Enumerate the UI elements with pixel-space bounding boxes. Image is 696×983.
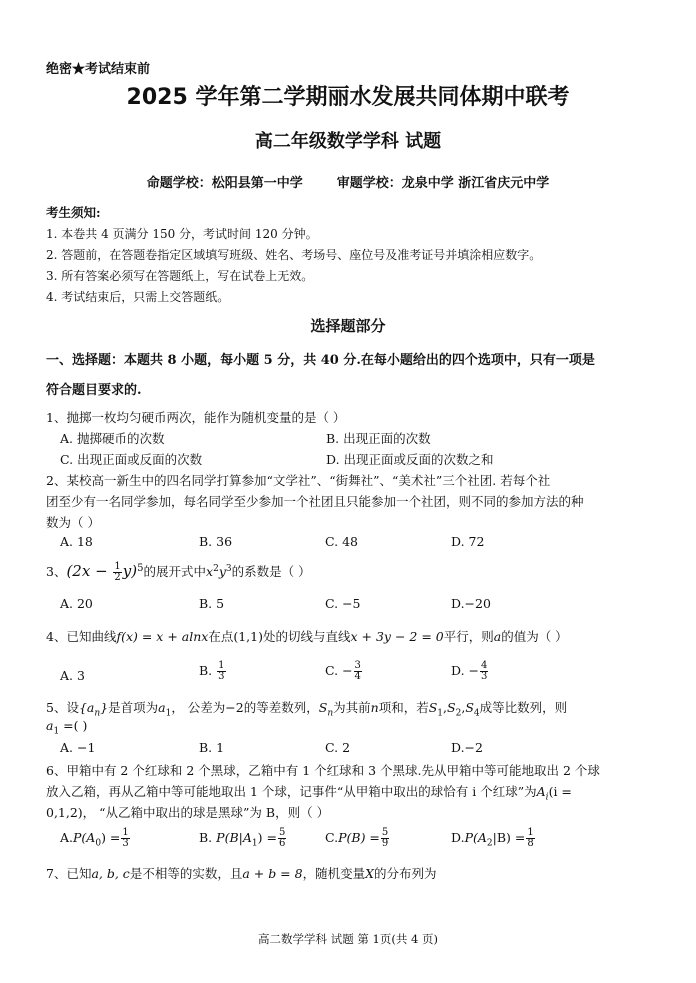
question-2-option-b: B. 36 <box>199 534 233 549</box>
question-6-stem: 6、甲箱中有 2 个红球和 2 个黑球，乙箱中有 1 个红球和 3 个黑球.先从甲箱中等可能地取出 2 个球 <box>46 763 600 778</box>
fraction-denominator: 2 <box>114 572 121 583</box>
question-2-stem-cont: 数为（ ） <box>46 515 100 530</box>
question-4-var-a: a <box>493 629 502 644</box>
question-3-option-b: B. 5 <box>199 596 225 611</box>
question-5-option-a: A. −1 <box>60 740 96 755</box>
fraction-denominator: 3 <box>481 671 488 682</box>
question-6-option-c <box>325 828 390 849</box>
fraction-denominator: 3 <box>122 838 129 849</box>
question-3-exp-x: 2 <box>213 563 219 574</box>
notice-item: 4. 考试结束后，只需上交答题纸。 <box>46 290 230 304</box>
question-1-option-c: C. 出现正面或反面的次数 <box>60 452 203 467</box>
question-3-exp-y: 3 <box>225 563 232 574</box>
option-expr: P(B|A <box>216 830 252 845</box>
question-5-text: 的等差数列， <box>243 700 319 715</box>
question-4-text-end: 的值为（ ） <box>501 629 568 644</box>
question-5-stem-cont <box>46 718 87 737</box>
fraction-denominator: 3 <box>218 671 225 682</box>
question-7-text: 7、已知 <box>46 866 92 881</box>
question-4-option-c <box>325 661 363 682</box>
option-fraction <box>381 828 389 849</box>
option-label: D. − <box>451 663 479 678</box>
question-5-s4: S <box>465 700 474 715</box>
option-expr: P(B) = <box>338 830 380 845</box>
question-6-option-b <box>199 828 287 849</box>
part-instructions: 一、选择题：本题共 8 小题，每小题 5 分，共 40 分.在每小题给出的四个选项中，只有一项是 <box>46 353 595 368</box>
question-4-line: x + 3y − 2 = 0 <box>350 629 444 644</box>
question-5-a1: a <box>46 718 54 733</box>
option-fraction <box>121 828 129 849</box>
question-3-term-x: x <box>206 564 214 579</box>
notice-item: 3. 所有答案必须写在答题纸上，写在试卷上无效。 <box>46 269 314 283</box>
question-5-diff: −2 <box>225 700 244 715</box>
question-5-text: 项和，若 <box>378 700 429 715</box>
question-2-option-d: D. 72 <box>451 534 485 549</box>
question-3-text-end: 的系数是（ ） <box>231 564 311 579</box>
question-7-random-variable: X <box>365 866 374 881</box>
fraction-numerator: 5 <box>381 827 389 838</box>
question-6-option-d <box>451 828 536 849</box>
option-expr: P(A <box>464 830 487 845</box>
question-4-option-b <box>199 661 227 682</box>
fraction-numerator: 1 <box>527 827 534 838</box>
page-footer: 高二数学学科 试题 第 1页(共 4 页) <box>258 932 438 946</box>
option-fraction <box>217 661 225 682</box>
question-3-expr-close: y) <box>122 562 138 580</box>
question-5-text-end: 成等比数列，则 <box>479 700 568 715</box>
question-1-option-a: A. 抛掷硬币的次数 <box>60 431 165 446</box>
fraction-denominator: 8 <box>527 838 534 849</box>
option-label: C. − <box>325 663 353 678</box>
question-4-function: f(x) = x + alnx <box>116 629 209 644</box>
question-5-option-d: D.−2 <box>451 740 483 755</box>
confidential-label: 绝密★考试结束前 <box>46 62 151 77</box>
question-5-a1-sub: 1 <box>53 726 60 737</box>
fraction-numerator: 1 <box>114 561 121 572</box>
option-expr-close: ) = <box>101 830 121 845</box>
fraction-numerator: 4 <box>481 660 488 671</box>
question-3-option-a: A. 20 <box>60 596 93 611</box>
question-7-text: 是不相等的实数，且 <box>129 866 243 881</box>
school-info <box>0 172 696 191</box>
exam-title <box>0 80 696 111</box>
question-5-s2: S <box>447 700 456 715</box>
question-5-n: n <box>370 700 379 715</box>
fraction-numerator: 1 <box>122 827 129 838</box>
section-title: 选择题部分 <box>310 317 386 335</box>
question-1-option-b: B. 出现正面的次数 <box>326 431 431 446</box>
question-5-text: ， 公差为 <box>171 700 226 715</box>
question-2-stem-cont: 团至少有一名同学参加，每名同学至少参加一个社团且只能参加一个社团，则不同的参加方法的种 <box>46 494 584 509</box>
question-5-s1: S <box>428 700 438 715</box>
question-4-option-d <box>451 661 489 682</box>
question-5-seq-close: } <box>100 700 109 715</box>
proposer-school: 命题学校：松阳县第一中学 <box>146 176 303 191</box>
question-7-vars: a, b, c <box>91 866 130 881</box>
question-5-s4-sub: 4 <box>473 708 480 719</box>
question-3-term-y: y <box>218 564 226 579</box>
question-7-text: ，随机变量 <box>302 866 366 881</box>
question-4-text: 处的切线与直线 <box>262 629 351 644</box>
fraction-denominator: 6 <box>278 838 286 849</box>
question-6-event-sub: i <box>545 792 549 803</box>
fraction-denominator: 4 <box>354 671 361 682</box>
fraction-numerator: 5 <box>278 827 286 838</box>
question-5-text: 是首项为 <box>108 700 159 715</box>
reviewer-school: 审题学校：龙泉中学 浙江省庆元中学 <box>336 176 550 191</box>
question-3-number: 3、 <box>46 564 67 579</box>
question-3-option-c: C. −5 <box>325 596 361 611</box>
question-5-s2-sub: 2 <box>455 708 462 719</box>
title-year: 2025 <box>126 85 188 110</box>
question-6-text: 放入乙箱，再从乙箱中等可能地取出 1 个球，记事件“从甲箱中取出的球恰有 i 个红球”为 <box>46 784 537 799</box>
question-6-stem-cont: 0,1,2)， “从乙箱中取出的球是黑球”为 B，则（ ） <box>46 805 330 820</box>
fraction-numerator: 3 <box>354 660 361 671</box>
option-fraction <box>526 828 534 849</box>
question-4-text: 平行，则 <box>443 629 494 644</box>
question-7-stem <box>46 864 437 882</box>
question-5-seq-sub: n <box>94 708 101 719</box>
option-expr-close: ) = <box>257 830 277 845</box>
question-5-seq: {a <box>78 700 95 715</box>
question-6-stem-cont <box>46 782 572 803</box>
option-expr: P(A <box>73 830 96 845</box>
notice-item: 1. 本卷共 4 页满分 150 分，考试时间 120 分钟。 <box>46 227 318 241</box>
option-label: B. <box>199 830 213 845</box>
question-5-a1: a <box>158 700 166 715</box>
question-3-power: 5 <box>137 562 144 574</box>
question-7-text-end: 的分布列为 <box>374 866 437 881</box>
option-fraction <box>278 828 286 849</box>
option-sub: 2 <box>486 838 493 849</box>
question-3-text: 的展开式中 <box>143 564 207 579</box>
question-6-event: A <box>536 784 546 799</box>
fraction-numerator: 1 <box>218 660 225 671</box>
question-5-stem: 5、设$\{a_n\}$是首项为$a_1$， 公差为−2的等差数列，$S_n$为其前n项和，若$S_1,S_2,S_4$成等比数列，则 <box>46 700 568 719</box>
question-2-option-c: C. 48 <box>325 534 358 549</box>
option-label: A. <box>60 830 74 845</box>
question-5-a1-sub: 1 <box>165 708 172 719</box>
question-5-text: 为其前 <box>333 700 371 715</box>
option-sub: 1 <box>251 838 258 849</box>
question-5-option-b: B. 1 <box>199 740 225 755</box>
notice-item: 2. 答题前，在答题卷指定区域填写班级、姓名、考场号、座位号及准考证号并填涂相应数字。 <box>46 248 542 262</box>
notice-heading: 考生须知: <box>46 205 101 220</box>
question-4-text: 4、已知曲线 <box>46 629 117 644</box>
question-5-option-c: C. 2 <box>325 740 351 755</box>
question-3-fraction <box>113 562 121 583</box>
question-5-s1-sub: 1 <box>437 708 444 719</box>
question-3-option-d: D.−20 <box>451 596 491 611</box>
question-4-point: (1,1) <box>233 629 263 644</box>
question-1-option-d: D. 出现正面或反面的次数之和 <box>326 452 494 467</box>
question-4-stem <box>46 627 568 645</box>
question-4-text: 在点 <box>208 629 234 644</box>
option-expr-close: |B) = <box>492 830 526 845</box>
question-2-option-a: A. 18 <box>60 534 93 549</box>
option-label: D. <box>451 830 465 845</box>
question-5-sn: S <box>318 700 328 715</box>
question-5-sn-sub: n <box>327 708 334 719</box>
question-2-stem: 2、某校高一新生中的四名同学打算参加“文学社”、“街舞社”、“美术社”三个社团. 若每个社 <box>46 473 551 488</box>
title-text: 学年第二学期丽水发展共同体期中联考 <box>187 84 570 110</box>
option-label: C. <box>325 830 339 845</box>
question-5-text-end: =( ) <box>59 718 88 733</box>
option-sub: 0 <box>95 838 102 849</box>
question-6-text-end: (i = <box>548 784 572 799</box>
question-4-option-a: A. 3 <box>60 668 85 683</box>
question-5-text: 5、设 <box>46 700 79 715</box>
exam-subtitle: 高二年级数学学科 试题 <box>254 131 442 152</box>
question-3-expr: (2x − <box>66 562 113 580</box>
option-label: B. <box>199 663 213 678</box>
question-1-stem: 1、抛掷一枚均匀硬币两次，能作为随机变量的是（ ） <box>46 410 346 425</box>
question-7-equation: a + b = 8 <box>242 866 303 881</box>
question-6-option-a <box>60 828 131 849</box>
option-fraction <box>354 661 362 682</box>
question-3-stem <box>46 562 311 583</box>
option-fraction <box>480 661 488 682</box>
fraction-denominator: 9 <box>381 838 389 849</box>
part-instructions-cont: 符合题目要求的. <box>46 383 142 398</box>
